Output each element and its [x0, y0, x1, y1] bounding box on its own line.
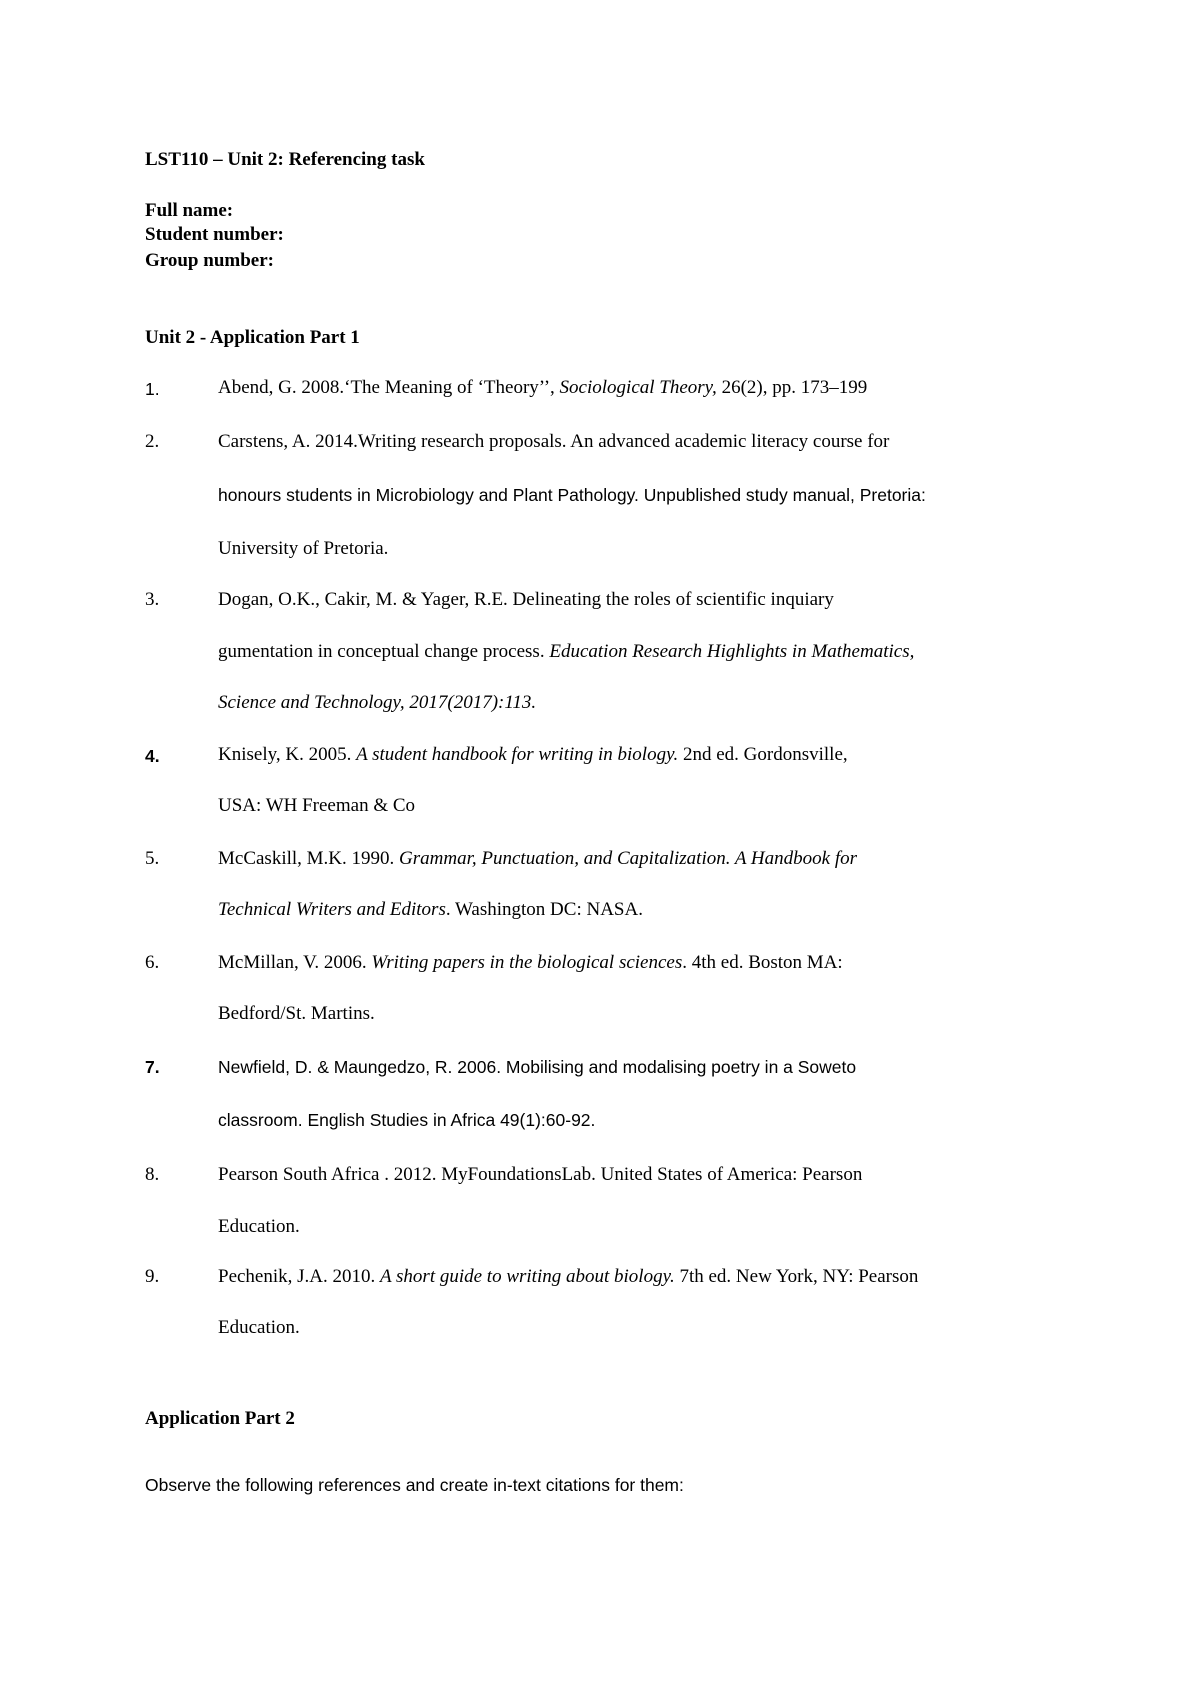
ref-line: USA: WH Freeman & Co — [218, 795, 416, 816]
part2-instruction: Observe the following references and create in-text citations for them: — [145, 1475, 684, 1495]
part1-heading: Unit 2 - Application Part 1 — [145, 327, 360, 348]
ref-line — [218, 899, 643, 921]
ref-line: Bedford/St. Martins. — [218, 1003, 375, 1024]
group-number-label: Group number: — [145, 250, 274, 271]
ref-text: 26(2), pp. 173–199 — [716, 377, 868, 398]
ref-line: Science and Technology, 2017(2017):113. — [218, 692, 537, 713]
ref-book-title: Technical Writers and Editors — [218, 899, 446, 920]
ref-journal: Education Research Highlights in Mathematics, — [549, 641, 915, 662]
student-number-label: Student number: — [145, 224, 284, 245]
document-title: LST110 – Unit 2: Referencing task — [145, 149, 425, 170]
ref-line — [218, 641, 914, 663]
ref-book-title: A short guide to writing about biology. — [380, 1266, 675, 1287]
ref-number: 4. — [145, 746, 160, 766]
ref-number: 7. — [145, 1057, 160, 1077]
ref-line: Carstens, A. 2014.Writing research proposals. An advanced academic literacy course for — [218, 431, 890, 452]
ref-line: Pearson South Africa . 2012. MyFoundationsLab. United States of America: Pearson — [218, 1164, 863, 1185]
ref-number: 8. — [145, 1164, 160, 1185]
ref-book-title: Grammar, Punctuation, and Capitalization. A Handbook for — [399, 848, 857, 869]
full-name-label: Full name: — [145, 200, 234, 221]
ref-line: Education. — [218, 1317, 300, 1338]
ref-line: honours students in Microbiology and Plant Pathology. Unpublished study manual, Pretoria: — [218, 485, 926, 505]
ref-number: 6. — [145, 952, 160, 973]
ref-number: 5. — [145, 848, 160, 869]
ref-text: 2nd ed. Gordonsville, — [678, 744, 848, 765]
ref-text: gumentation in conceptual change process. — [218, 641, 550, 662]
ref-line: Newfield, D. & Maungedzo, R. 2006. Mobilising and modalising poetry in a Soweto — [218, 1057, 857, 1077]
ref-line — [218, 377, 867, 399]
ref-text: McMillan, V. 2006. — [218, 952, 372, 973]
ref-text: McCaskill, M.K. 1990. — [218, 848, 400, 869]
ref-line — [218, 1266, 918, 1288]
ref-line — [218, 848, 857, 870]
ref-text: 7th ed. New York, NY: Pearson — [674, 1266, 919, 1287]
ref-text: . Washington DC: NASA. — [445, 899, 643, 920]
ref-number: 1. — [145, 379, 160, 399]
part2-heading: Application Part 2 — [145, 1408, 295, 1429]
ref-line: classroom. English Studies in Africa 49(1):60-92. — [218, 1110, 596, 1130]
ref-line: University of Pretoria. — [218, 538, 389, 559]
ref-number: 2. — [145, 431, 160, 452]
ref-journal: Sociological Theory, — [559, 377, 717, 398]
ref-line: Education. — [218, 1216, 300, 1237]
ref-line — [218, 952, 843, 974]
ref-text: . 4th ed. Boston MA: — [682, 952, 843, 973]
ref-book-title: A student handbook for writing in biology. — [356, 744, 679, 765]
ref-number: 9. — [145, 1266, 160, 1287]
ref-line — [218, 744, 848, 766]
ref-text: Pechenik, J.A. 2010. — [218, 1266, 381, 1287]
ref-text: Abend, G. 2008.‘The Meaning of ‘Theory’’, — [218, 377, 560, 398]
ref-book-title: Writing papers in the biological sciences — [371, 952, 683, 973]
ref-text: Knisely, K. 2005. — [218, 744, 357, 765]
ref-line: Dogan, O.K., Cakir, M. & Yager, R.E. Delineating the roles of scientific inquiary — [218, 589, 834, 610]
ref-number: 3. — [145, 589, 160, 610]
